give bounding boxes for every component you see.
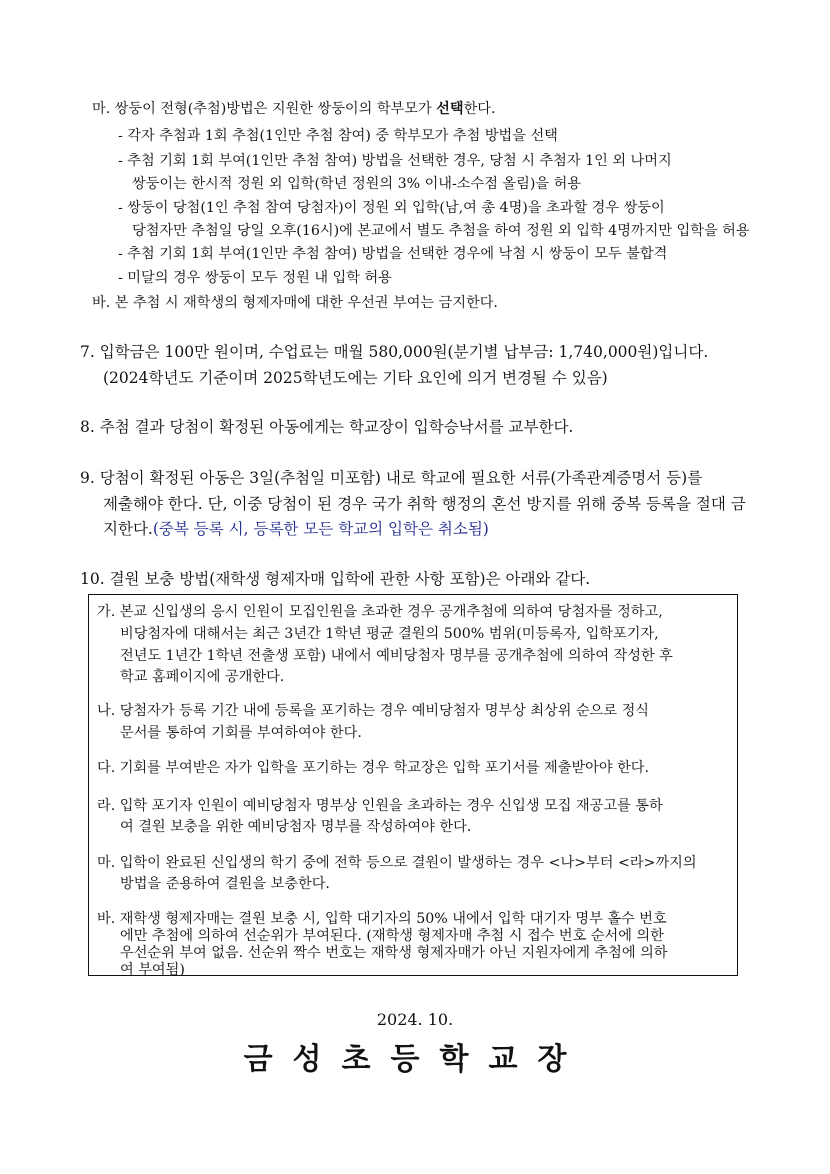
section-ma-item-1: - 각자 추첨과 1회 추첨(1인만 추첨 참여) 중 학부모가 추첨 방법을 선택 [118,128,558,144]
box-ba-line-4: 여 부여됨) [120,962,185,978]
box-ra-line-1: 라. 입학 포기자 인원이 예비당첨자 명부상 인원을 초과하는 경우 신입생 모집 재공고를 통하 [97,798,663,814]
section-ma-item-3-cont: 당첨자만 추첨일 당일 오후(16시)에 본교에서 별도 추첨을 하여 정원 외 입학 4명까지만 입학을 허용 [132,223,750,239]
school-principal-signature: 금성초등학교장 [243,1042,587,1077]
box-ba-line-3: 우선순위 부여 없음. 선순위 짝수 번호는 재학생 형제자매가 아닌 지원자에게 추첨에 의하 [120,945,668,961]
box-na-line-2: 문서를 통하여 기회를 부여하여야 한다. [120,725,362,741]
item-9-line-2: 제출해야 한다. 단, 이중 당첨이 된 경우 국가 취학 행정의 혼선 방지를 위해 중복 등록을 절대 금 [103,495,746,513]
box-ma-line-2: 방법을 준용하여 결원을 보충한다. [120,876,330,892]
box-ga-line-2: 비당첨자에 대해서는 최근 3년간 1학년 평균 결원의 500% 범위(미등록자, 입학포기자, [120,626,659,642]
section-ma-item-5: - 미달의 경우 쌍둥이 모두 정원 내 입학 허용 [118,270,392,286]
section-ma-title-post: 한다. [463,101,496,117]
box-ra-line-2: 여 결원 보충을 위한 예비당첨자 명부를 작성하여야 한다. [120,819,472,835]
box-ba-line-1: 바. 재학생 형제자매는 결원 보충 시, 입학 대기자의 50% 내에서 입학 대기자 명부 홀수 번호 [97,911,667,927]
section-ba: 바. 본 추첨 시 재학생의 형제자매에 대한 우선권 부여는 금지한다. [92,295,498,311]
item-9-duplicate-notice: (중복 등록 시, 등록한 모든 학교의 입학은 취소됨) [152,520,489,538]
item-8: 8. 추첨 결과 당첨이 확정된 아동에게는 학교장이 입학승낙서를 교부한다. [80,418,574,436]
item-7-line-2: (2024학년도 기준이며 2025학년도에는 기타 요인에 의거 변경될 수 있음) [103,369,608,387]
item-10: 10. 결원 보충 방법(재학생 형제자매 입학에 관한 사항 포함)은 아래와 같다. [80,570,591,588]
box-ga-line-1: 가. 본교 신입생의 응시 인원이 모집인원을 초과한 경우 공개추첨에 의하여 당첨자를 정하고, [97,604,663,620]
section-ma-title [92,98,496,118]
section-ma-title-pre: 마. 쌍둥이 전형(추첨)방법은 지원한 쌍둥이의 학부모가 [92,101,437,117]
item-9-line-3-pre: 지한다. [103,520,153,538]
box-da: 다. 기회를 부여받은 자가 입학을 포기하는 경우 학교장은 입학 포기서를 제출받아야 한다. [97,760,650,776]
document-date: 2024. 10. [376,1010,454,1029]
section-ma-item-2: - 추첨 기회 1회 부여(1인만 추첨 참여) 방법을 선택한 경우, 당첨 시 추첨자 1인 외 나머지 [118,153,672,169]
box-ba-line-2: 에만 추첨에 의하여 선순위가 부여된다. (재학생 형제자매 추첨 시 접수 번호 순서에 의한 [120,928,664,944]
section-ma-title-bold: 선택 [436,101,464,117]
box-ga-line-4: 학교 홈페이지에 공개한다. [120,669,285,685]
item-9-line-3 [103,517,489,539]
box-na-line-1: 나. 당첨자가 등록 기간 내에 등록을 포기하는 경우 예비당첨자 명부상 최상위 순으로 정식 [97,703,650,719]
section-ma-item-3: - 쌍둥이 당첨(1인 추첨 참여 당첨자)이 정원 외 입학(남,여 총 4명)을 초과할 경우 쌍둥이 [118,200,665,216]
item-7-line-1: 7. 입학금은 100만 원이며, 수업료는 매월 580,000원(분기별 납부금: 1,740,000원)입니다. [80,343,709,361]
box-ma-line-1: 마. 입학이 완료된 신입생의 학기 중에 전학 등으로 결원이 발생하는 경우 <나>부터 <라>까지의 [97,855,697,871]
section-ma-item-4: - 추첨 기회 1회 부여(1인만 추첨 참여) 방법을 선택한 경우에 낙첨 시 쌍둥이 모두 불합격 [118,246,668,262]
section-ma-item-2-cont: 쌍둥이는 한시적 정원 외 입학(학년 정원의 3% 이내-소수점 올림)을 허용 [132,176,581,192]
box-ga-line-3: 전년도 1년간 1학년 전출생 포함) 내에서 예비당첨자 명부를 공개추첨에 의하여 작성한 후 [120,648,673,664]
item-9-line-1: 9. 당첨이 확정된 아동은 3일(추첨일 미포함) 내로 학교에 필요한 서류(가족관계증명서 등)를 [80,469,703,487]
